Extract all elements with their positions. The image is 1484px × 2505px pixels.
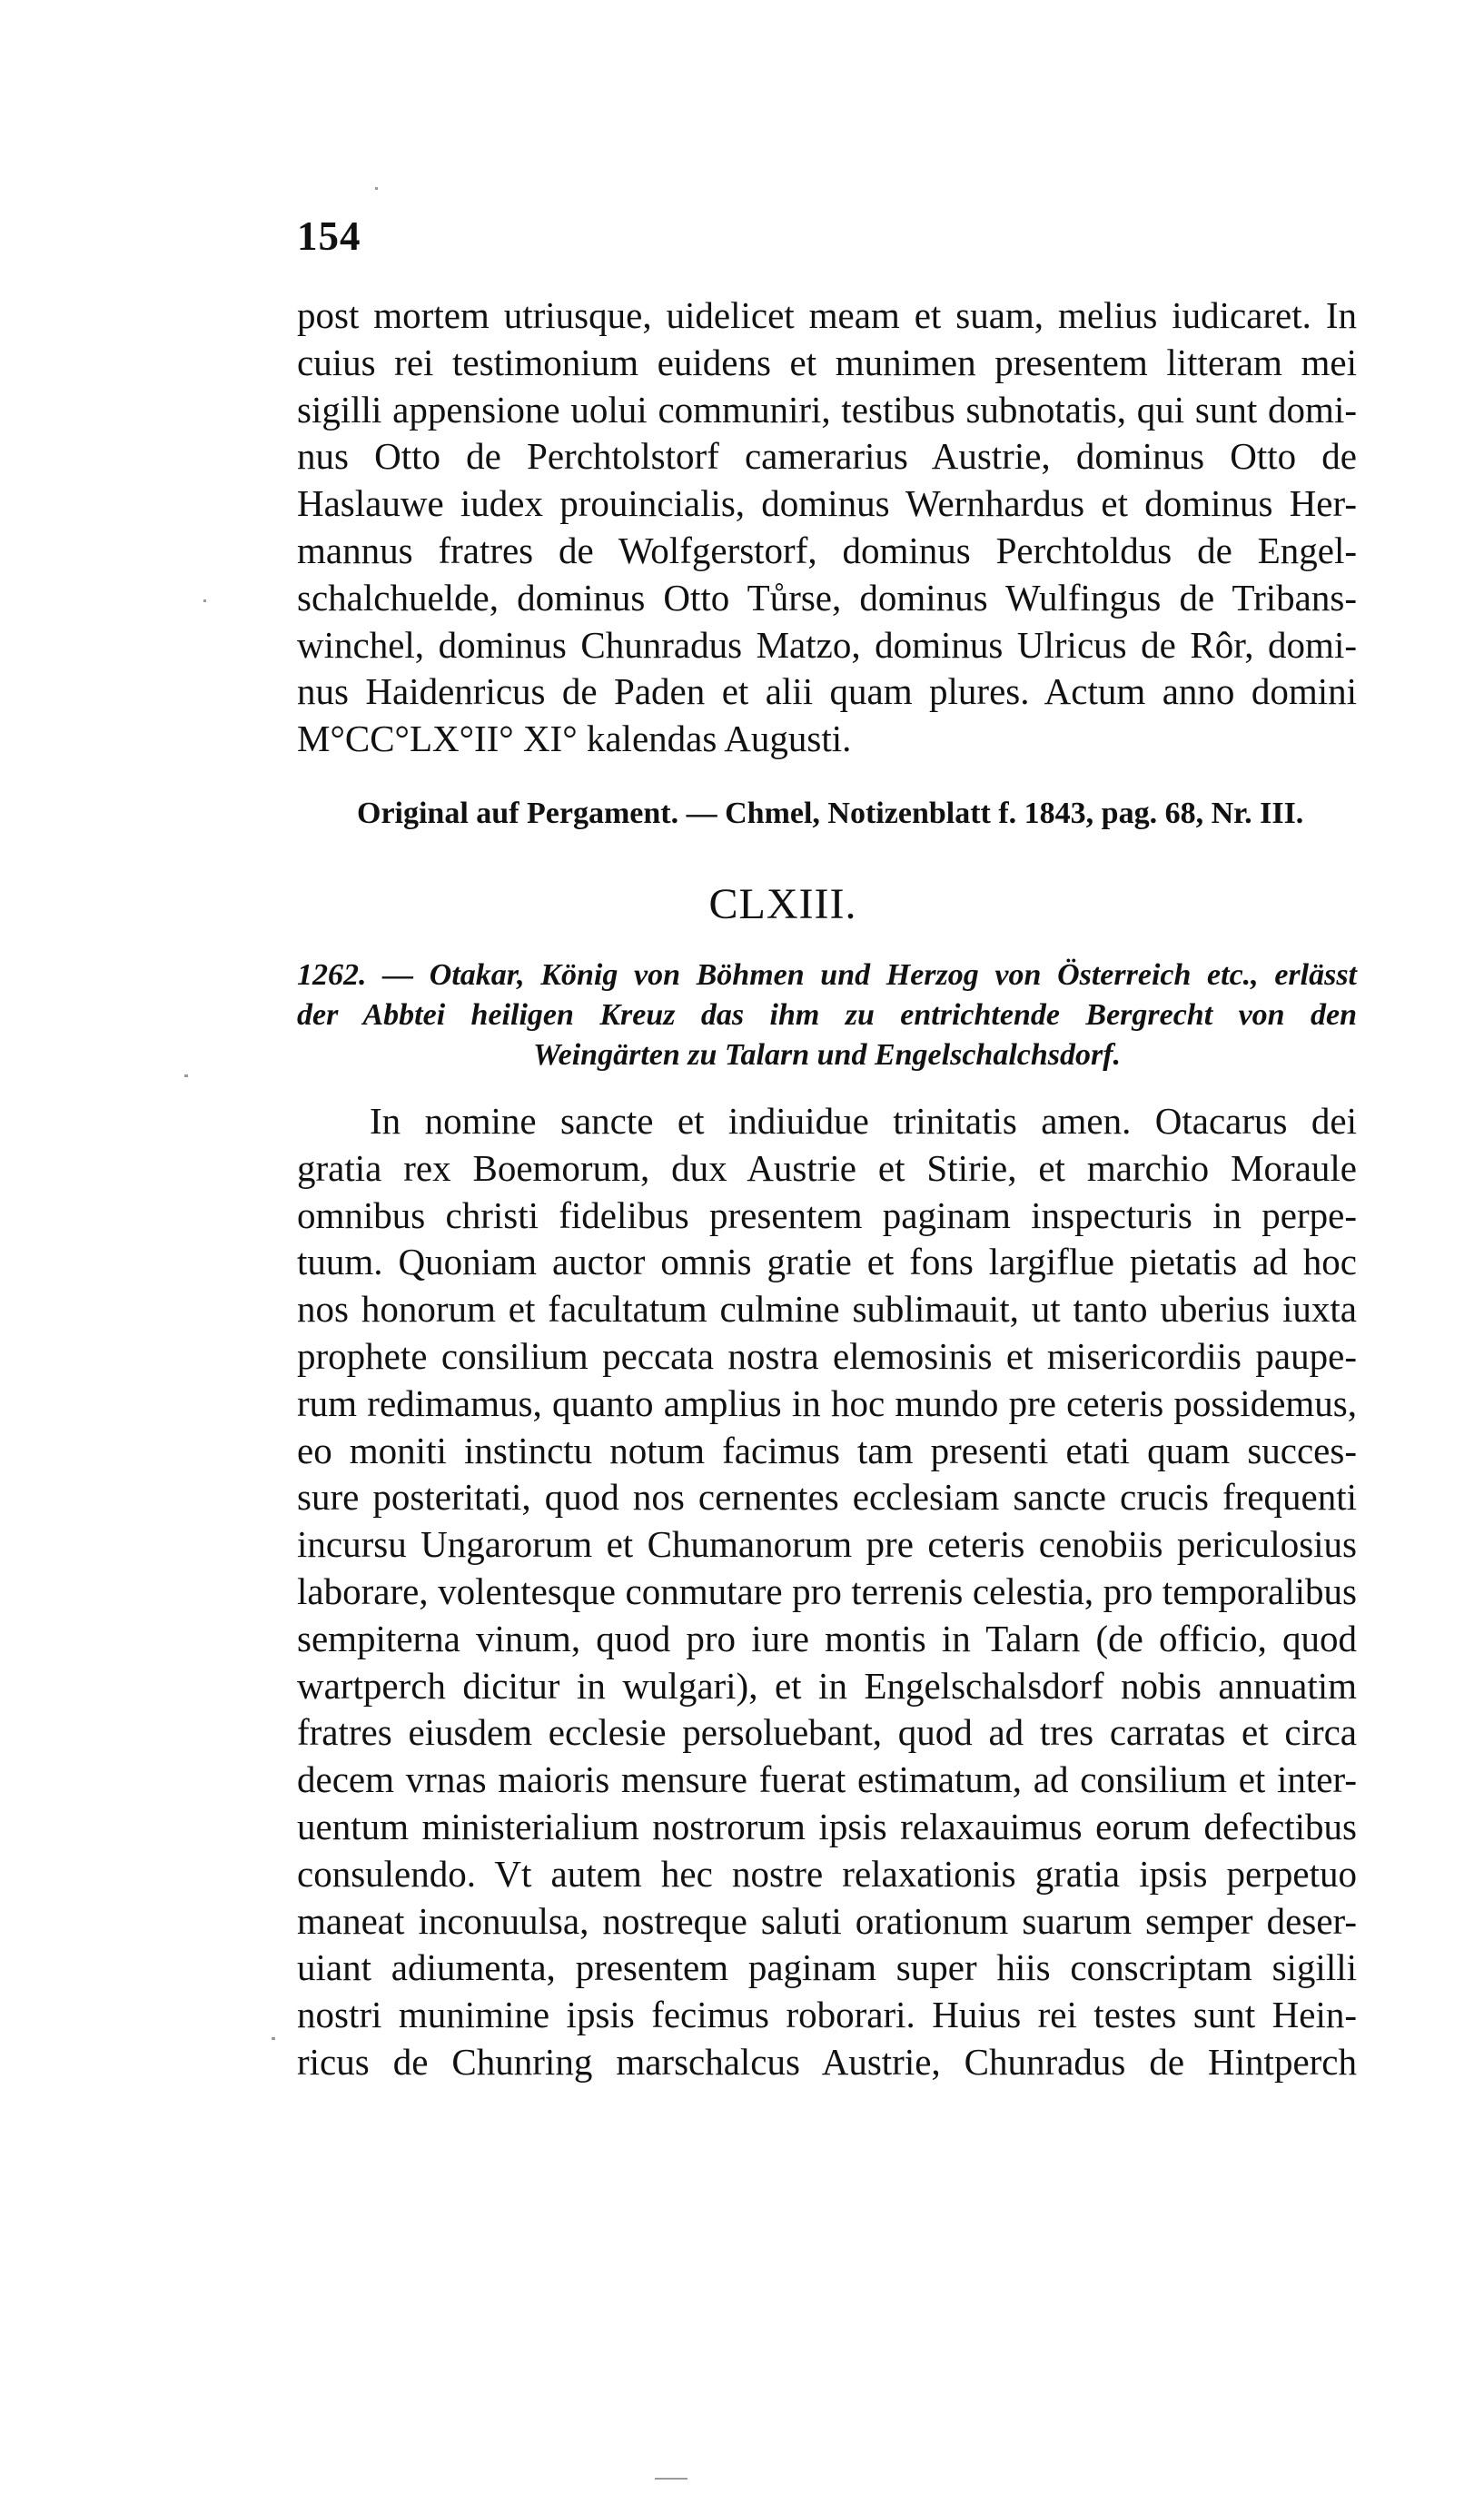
scan-speck [203, 599, 206, 602]
page-number: 154 [297, 213, 361, 259]
text-line: nos honorum et facultatum culmine sublimauit, ut tanto uberius iuxta [297, 1288, 1357, 1331]
text-line: uiant adiumenta, presentem paginam super hiis conscriptam sigilli [297, 1946, 1357, 1989]
document-number-heading: CLXIII. [708, 880, 857, 928]
charter-text [297, 1098, 1357, 2086]
text-line: post mortem utriusque, uidelicet meam et suam, melius iudicaret. In [297, 294, 1357, 336]
text-line: cuius rei testimonium euidens et munimen presentem litteram mei [297, 341, 1357, 383]
charter-continuation-text [297, 292, 1357, 763]
text-line: eo moniti instinctu notum facimus tam presenti etati quam succes- [297, 1429, 1357, 1471]
text-line: sure posteritati, quod nos cernentes ecclesiam sancte crucis frequenti [297, 1476, 1357, 1519]
text-line: winchel, dominus Chunradus Matzo, dominus Ulricus de Rôr, domi- [297, 623, 1357, 666]
text-line: decem vrnas maioris mensure fuerat estimatum, ad consilium et inter- [297, 1758, 1357, 1801]
text-line: prophete consilium peccata nostra elemosinis et misericordiis paupe- [297, 1334, 1357, 1377]
text-line: In nomine sancte et indiuidue trinitatis amen. Otacarus dei [370, 1100, 1357, 1142]
text-line: sigilli appensione uolui communiri, testibus subnotatis, qui sunt domi- [297, 388, 1357, 431]
text-line: wartperch dicitur in wulgari), et in Engelschalsdorf nobis annuatim [297, 1664, 1357, 1707]
text-line: nostri munimine ipsis fecimus roborari. Huius rei testes sunt Hein- [297, 1994, 1357, 2036]
text-line: rum redimamus, quanto amplius in hoc mundo pre ceteris possidemus, [297, 1381, 1357, 1424]
text-line: consulendo. Vt autem hec nostre relaxationis gratia ipsis perpetuo [297, 1852, 1357, 1895]
summary-line: 1262. — Otakar, König von Böhmen und Herzog von Österreich etc., erlässt [297, 958, 1357, 992]
text-line: nus Haidenricus de Paden et alii quam plures. Actum anno domini [297, 670, 1357, 713]
scan-speck [655, 2478, 688, 2480]
source-note: Original auf Pergament. — Chmel, Notizenblatt f. 1843, pag. 68, Nr. III. [357, 797, 1304, 830]
text-line: M°CC°LX°II° XI° kalendas Augusti. [297, 718, 852, 760]
text-line: omnibus christi fidelibus presentem paginam inspecturis in perpe- [297, 1193, 1357, 1236]
text-line: tuum. Quoniam auctor omnis gratie et fons largiflue pietatis ad hoc [297, 1241, 1357, 1283]
text-line: ricus de Chunring marschalcus Austrie, Chunradus de Hintperch [297, 2040, 1357, 2083]
text-line: maneat inconuulsa, nostreque saluti orationum suarum semper deser- [297, 1899, 1357, 1942]
text-line: Haslauwe iudex prouincialis, dominus Wernhardus et dominus Her- [297, 482, 1357, 525]
text-line: mannus fratres de Wolfgerstorf, dominus Perchtoldus de Engel- [297, 529, 1357, 571]
text-line: nus Otto de Perchtolstorf camerarius Austrie, dominus Otto de [297, 435, 1357, 478]
scan-speck [375, 187, 378, 190]
summary-line: der Abbtei heiligen Kreuz das ihm zu entrichtende Bergrecht von den [297, 998, 1357, 1032]
scan-speck [184, 1074, 188, 1077]
text-line: laborare, volentesque conmutare pro terrenis celestia, pro temporalibus [297, 1569, 1357, 1612]
text-line: incursu Ungarorum et Chumanorum pre ceteris cenobiis periculosius [297, 1523, 1357, 1566]
text-line: sempiterna vinum, quod pro iure montis in Talarn (de officio, quod [297, 1617, 1357, 1659]
text-line: gratia rex Boemorum, dux Austrie et Stirie, et marchio Moraule [297, 1146, 1357, 1189]
text-line: uentum ministerialium nostrorum ipsis relaxauimus eorum defectibus [297, 1805, 1357, 1847]
summary-line: Weingärten zu Talarn und Engelschalchsdorf. [532, 1038, 1122, 1072]
document-summary [297, 955, 1357, 1075]
text-line: schalchuelde, dominus Otto Tůrse, dominus Wulfingus de Tribans- [297, 576, 1357, 619]
text-line: fratres eiusdem ecclesie persoluebant, quod ad tres carratas et circa [297, 1711, 1357, 1754]
scan-speck [272, 2037, 275, 2040]
